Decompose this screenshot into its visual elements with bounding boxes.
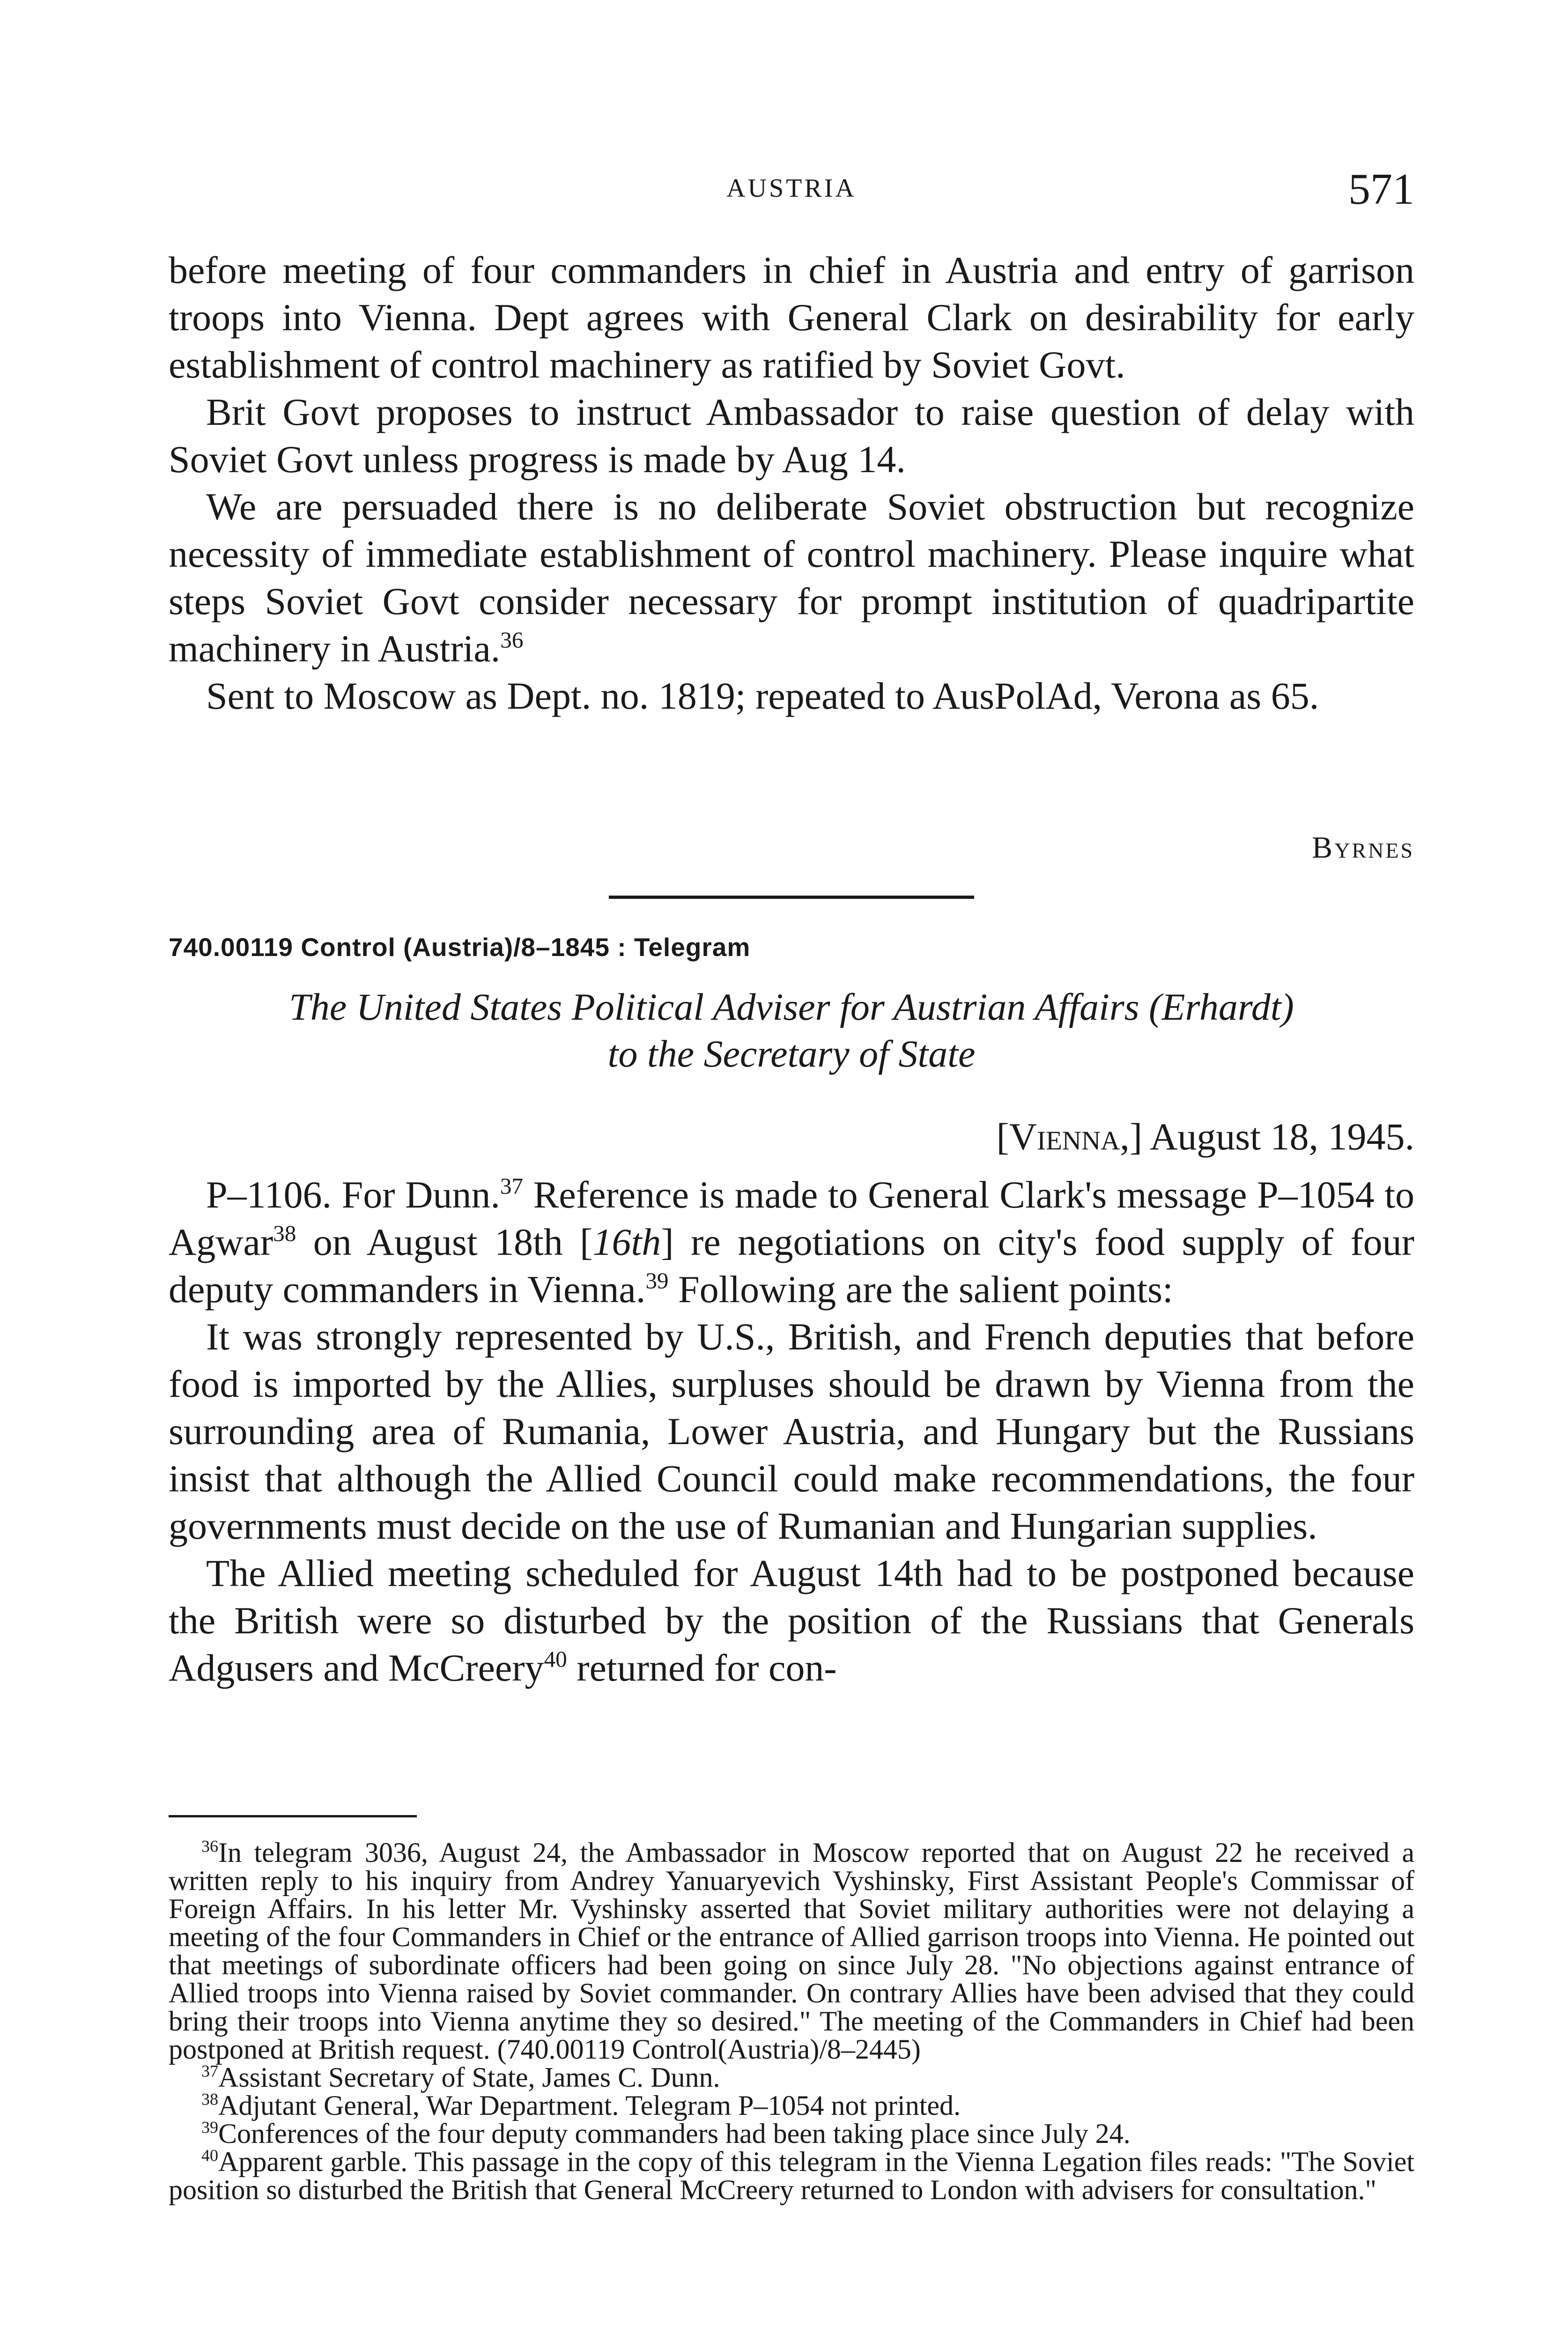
footnote	[169, 2120, 1414, 2148]
italic-text: 16th	[592, 1221, 661, 1263]
place-name: Vienna,	[1009, 1115, 1130, 1158]
telegram-body	[169, 1171, 1414, 1691]
footnote-text: Adjutant General, War Department. Telegram P–1054 not printed.	[218, 2090, 961, 2121]
paragraph	[169, 1171, 1414, 1313]
paragraph-text: Following are the salient points:	[668, 1268, 1173, 1311]
paragraph: Sent to Moscow as Dept. no. 1819; repeated to AusPolAd, Verona as 65.	[206, 674, 1319, 717]
footnote-text: In telegram 3036, August 24, the Ambassador in Moscow reported that on August 22 he received a written reply to his inquiry from Andrey Yanuaryevich Vyshinsky, First Assistant People's Commissar of Foreign Affairs. In his letter Mr. Vyshinsky asserted that Soviet military authorities were not delaying a meeting of the four Commanders in Chief or the entrance of Allied garrison troops into Vienna. He pointed out that meetings of subordinate officers had been going on since July 28. "No objections against entrance of Allied troops into Vienna raised by Soviet commander. On contrary Allies have been advised that they could bring their troops into Vienna anytime they so desired." The meeting of the Commanders in Chief had been postponed at British request. (740.00119 Control(Austria)/8–2445)	[169, 1837, 1414, 2065]
footnote-ref: 37	[500, 1173, 524, 1199]
paragraph-text: ] re negotiations on city's food supply of four deputy commanders in Vienna.	[169, 1221, 1414, 1311]
footnote	[169, 2091, 1414, 2120]
paragraph-text: The Allied meeting scheduled for August 14th had to be postponed because the British were so disturbed by the position of the Russians that Generals Adgusers and McCreery	[169, 1552, 1414, 1689]
bracket: [	[996, 1115, 1009, 1158]
footnote-divider	[169, 1815, 417, 1817]
paragraph: It was strongly represented by U.S., British, and French deputies that before food is imported by the Allies, surpluses should be drawn by Vienna from the surrounding area of Rumania, Lower Austria, and Hungary but the Russians insist that although the Allied Council could make recommendations, the four governments must decide on the use of Rumanian and Hungarian supplies.	[169, 1315, 1414, 1547]
footnote-text: Assistant Secretary of State, James C. Dunn.	[218, 2062, 720, 2093]
date: August 18, 1945.	[1150, 1115, 1414, 1158]
paragraph-text: Reference is made to General Clark's message P–1054 to Agwar	[169, 1173, 1414, 1263]
footnote-ref: 36	[500, 627, 524, 653]
paragraph: Brit Govt proposes to instruct Ambassador to raise question of delay with Soviet Govt unless progress is made by Aug 14.	[169, 391, 1414, 481]
footnotes	[169, 1838, 1414, 2204]
running-head: AUSTRIA	[726, 174, 857, 203]
paragraph-text: returned for con-	[567, 1646, 837, 1689]
bracket: ]	[1129, 1115, 1143, 1158]
footnote	[169, 2063, 1414, 2091]
footnote-ref: 40	[544, 1646, 567, 1672]
file-reference: 740.00119 Control (Austria)/8–1845 : Telegram	[169, 933, 751, 962]
paragraph: before meeting of four commanders in chief in Austria and entry of garrison troops into Vienna. Dept agrees with General Clark on desirability for early establishment of control machinery as ratified by Soviet Govt.	[169, 249, 1414, 386]
paragraph	[169, 483, 1414, 672]
signature: Byrnes	[1312, 830, 1414, 865]
telegram-continuation	[169, 246, 1414, 719]
section-divider	[609, 896, 974, 899]
footnote-text: Apparent garble. This passage in the copy of this telegram in the Vienna Legation files reads: "The Soviet position so disturbed the British that General McCreery returned to London with advisers for consultation."	[169, 2146, 1414, 2205]
paragraph-text: We are persuaded there is no deliberate Soviet obstruction but recognize necessity of immediate establishment of control machinery. Please inquire what steps Soviet Govt consider necessary for prompt institution of quadripartite machinery in Austria.	[169, 485, 1414, 670]
document-title	[169, 984, 1414, 1077]
footnote	[169, 2148, 1414, 2204]
footnote-number: 36	[201, 1837, 218, 1856]
footnote-number: 37	[201, 2061, 218, 2081]
title-line: to the Secretary of State	[607, 1032, 976, 1075]
title-line: The United States Political Adviser for Austrian Affairs (Erhardt)	[289, 986, 1294, 1028]
footnote	[169, 1838, 1414, 2063]
paragraph	[169, 1549, 1414, 1691]
footnote-ref: 39	[645, 1267, 669, 1294]
footnote-number: 38	[201, 2090, 218, 2109]
footnote-ref: 38	[273, 1220, 296, 1246]
page-number: 571	[1348, 165, 1414, 214]
date-line	[996, 1115, 1414, 1159]
page-header	[169, 165, 1414, 220]
footnote-text: Conferences of the four deputy commanders had been taking place since July 24.	[218, 2118, 1131, 2149]
footnote-number: 40	[201, 2146, 218, 2165]
paragraph-text: P–1106. For Dunn.	[206, 1173, 500, 1216]
footnote-number: 39	[201, 2118, 218, 2137]
paragraph-text: on August 18th [	[296, 1221, 593, 1263]
